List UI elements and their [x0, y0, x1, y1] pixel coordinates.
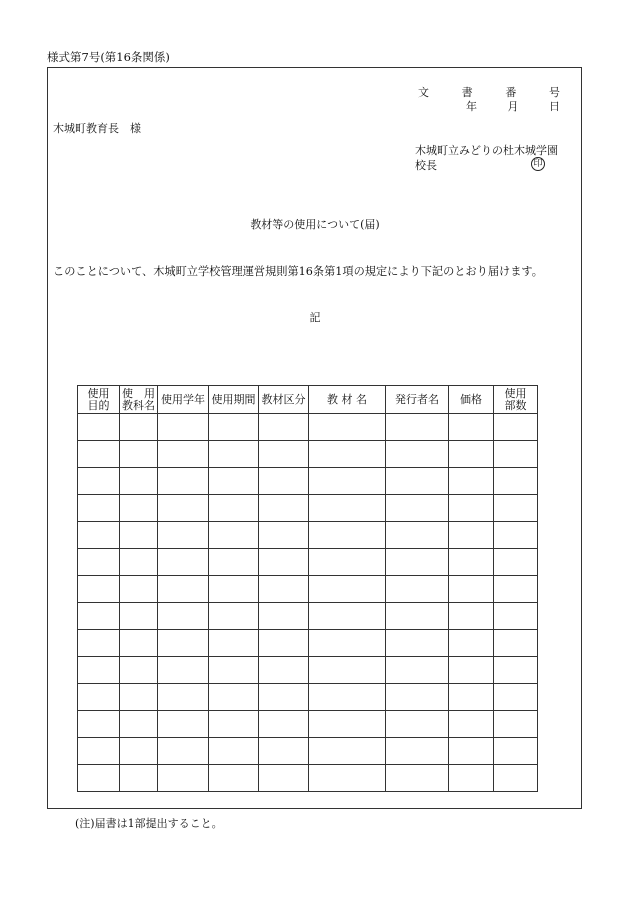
table-cell[interactable]: [386, 495, 449, 522]
table-cell[interactable]: [209, 576, 259, 603]
table-cell[interactable]: [386, 441, 449, 468]
table-row: [78, 576, 538, 603]
table-cell[interactable]: [309, 522, 386, 549]
table-row: [78, 468, 538, 495]
table-cell[interactable]: [209, 657, 259, 684]
table-cell[interactable]: [449, 441, 494, 468]
table-row: [78, 684, 538, 711]
table-cell[interactable]: [259, 495, 309, 522]
document-number-char: 書: [461, 86, 473, 99]
column-header: [78, 386, 120, 414]
column-header-text: 教 材 名: [327, 392, 367, 406]
table-cell[interactable]: [120, 630, 158, 657]
table-cell[interactable]: [309, 630, 386, 657]
table-cell[interactable]: [309, 684, 386, 711]
table-cell[interactable]: [78, 576, 120, 603]
table-cell[interactable]: [309, 711, 386, 738]
material-table: [77, 385, 538, 792]
table-cell[interactable]: [78, 414, 120, 441]
table-cell[interactable]: [309, 738, 386, 765]
table-cell[interactable]: [158, 738, 209, 765]
table-cell[interactable]: [78, 549, 120, 576]
table-cell[interactable]: [259, 630, 309, 657]
table-cell[interactable]: [386, 711, 449, 738]
table-cell[interactable]: [449, 630, 494, 657]
column-header: [386, 386, 449, 414]
table-cell[interactable]: [494, 711, 538, 738]
column-header-text: 使 用: [122, 386, 155, 400]
table-cell[interactable]: [494, 576, 538, 603]
table-cell[interactable]: [494, 738, 538, 765]
table-cell[interactable]: [386, 738, 449, 765]
table-cell[interactable]: [209, 765, 259, 792]
table-row: [78, 603, 538, 630]
table-cell[interactable]: [158, 657, 209, 684]
table-cell[interactable]: [449, 738, 494, 765]
table-cell[interactable]: [309, 441, 386, 468]
table-cell[interactable]: [120, 765, 158, 792]
table-cell[interactable]: [449, 522, 494, 549]
table-cell[interactable]: [259, 576, 309, 603]
table-cell[interactable]: [494, 630, 538, 657]
table-cell[interactable]: [120, 657, 158, 684]
table-cell[interactable]: [209, 738, 259, 765]
table-cell[interactable]: [158, 603, 209, 630]
table-cell[interactable]: [259, 468, 309, 495]
table-cell[interactable]: [78, 603, 120, 630]
table-cell[interactable]: [494, 495, 538, 522]
table-cell[interactable]: [449, 603, 494, 630]
table-cell[interactable]: [494, 468, 538, 495]
table-cell[interactable]: [209, 603, 259, 630]
table-row: [78, 549, 538, 576]
column-header: [158, 386, 209, 414]
table-cell[interactable]: [158, 441, 209, 468]
table-row: [78, 630, 538, 657]
column-header-text: 使用: [504, 386, 527, 400]
table-cell[interactable]: [158, 522, 209, 549]
table-row: [78, 657, 538, 684]
table-cell[interactable]: [120, 603, 158, 630]
table-row: [78, 414, 538, 441]
date-field: [466, 98, 560, 114]
table-cell[interactable]: [309, 549, 386, 576]
table-row: [78, 495, 538, 522]
table-cell[interactable]: [120, 684, 158, 711]
table-cell[interactable]: [120, 414, 158, 441]
table-cell[interactable]: [494, 549, 538, 576]
table-cell[interactable]: [78, 441, 120, 468]
table-cell[interactable]: [386, 684, 449, 711]
table-cell[interactable]: [259, 549, 309, 576]
table-cell[interactable]: [309, 414, 386, 441]
table-cell[interactable]: [449, 711, 494, 738]
table-cell[interactable]: [158, 684, 209, 711]
table-cell[interactable]: [494, 765, 538, 792]
table-cell[interactable]: [259, 738, 309, 765]
table-cell[interactable]: [309, 603, 386, 630]
table-cell[interactable]: [158, 549, 209, 576]
table-cell[interactable]: [386, 657, 449, 684]
table-cell[interactable]: [494, 657, 538, 684]
table-cell[interactable]: [158, 765, 209, 792]
table-cell[interactable]: [259, 441, 309, 468]
table-cell[interactable]: [494, 522, 538, 549]
sender-school: 木城町立みどりの杜木城学園: [415, 144, 558, 157]
table-cell[interactable]: [449, 576, 494, 603]
table-cell[interactable]: [209, 495, 259, 522]
column-header: [494, 386, 538, 414]
table-cell[interactable]: [120, 576, 158, 603]
addressee: 木城町教育長 様: [53, 122, 141, 135]
table-cell[interactable]: [158, 414, 209, 441]
table-header-row: [78, 386, 538, 414]
table-cell[interactable]: [120, 522, 158, 549]
table-cell[interactable]: [386, 630, 449, 657]
table-cell[interactable]: [120, 711, 158, 738]
column-header-text: 発行者名: [395, 392, 439, 406]
table-cell[interactable]: [259, 765, 309, 792]
table-cell[interactable]: [120, 468, 158, 495]
table-cell[interactable]: [259, 414, 309, 441]
table-cell[interactable]: [449, 414, 494, 441]
table-cell[interactable]: [78, 765, 120, 792]
table-cell[interactable]: [449, 657, 494, 684]
table-cell[interactable]: [449, 468, 494, 495]
column-header-text: 部数: [504, 398, 527, 412]
table-cell[interactable]: [209, 468, 259, 495]
column-header: [449, 386, 494, 414]
table-row: [78, 441, 538, 468]
column-header: [120, 386, 158, 414]
table-cell[interactable]: [386, 549, 449, 576]
table-row: [78, 765, 538, 792]
footnote: (注)届書は1部提出すること。: [75, 817, 223, 830]
table-cell[interactable]: [209, 441, 259, 468]
table-cell[interactable]: [386, 468, 449, 495]
table-cell[interactable]: [309, 576, 386, 603]
column-header: [209, 386, 259, 414]
table-cell[interactable]: [158, 495, 209, 522]
document-number-char: 番: [505, 86, 517, 99]
table-cell[interactable]: [158, 468, 209, 495]
table-cell[interactable]: [259, 522, 309, 549]
document-title: 教材等の使用について(届): [250, 218, 380, 231]
column-header-text: 教材区分: [261, 392, 306, 406]
column-header: [309, 386, 386, 414]
table-row: [78, 738, 538, 765]
table-cell[interactable]: [386, 414, 449, 441]
body-text: このことについて、木城町立学校管理運営規則第16条第1項の規定により下記のとおり届けます。: [53, 265, 543, 278]
column-header-text: 使用期間: [211, 392, 256, 406]
table-cell[interactable]: [309, 468, 386, 495]
table-cell[interactable]: [158, 711, 209, 738]
table-cell[interactable]: [158, 630, 209, 657]
table-cell[interactable]: [209, 711, 259, 738]
seal-mark: 印: [531, 157, 545, 171]
table-cell[interactable]: [78, 522, 120, 549]
column-header-text: 目的: [87, 398, 110, 412]
table-cell[interactable]: [78, 495, 120, 522]
document-number-char: 文: [418, 86, 429, 99]
sender-title: 校長: [415, 159, 437, 172]
column-header-text: 価格: [460, 392, 482, 406]
table-cell[interactable]: [209, 549, 259, 576]
table-cell[interactable]: [494, 441, 538, 468]
table-cell[interactable]: [120, 441, 158, 468]
table-cell[interactable]: [386, 576, 449, 603]
table-row: [78, 711, 538, 738]
column-header-text: 使用: [87, 386, 110, 400]
table-cell[interactable]: [449, 684, 494, 711]
table-cell[interactable]: [120, 549, 158, 576]
table-cell[interactable]: [158, 576, 209, 603]
table-cell[interactable]: [449, 765, 494, 792]
table-cell[interactable]: [309, 495, 386, 522]
table-cell[interactable]: [449, 495, 494, 522]
table-cell[interactable]: [78, 738, 120, 765]
date-day-label: 日: [549, 100, 560, 113]
table-cell[interactable]: [259, 711, 309, 738]
document-number-char: 号: [548, 86, 560, 99]
form-label: 様式第7号(第16条関係): [47, 50, 170, 64]
table-cell[interactable]: [209, 684, 259, 711]
table-cell[interactable]: [209, 522, 259, 549]
table-cell[interactable]: [259, 657, 309, 684]
table-cell[interactable]: [309, 657, 386, 684]
date-month-label: 月: [507, 100, 519, 113]
table-cell[interactable]: [120, 495, 158, 522]
table-cell[interactable]: [494, 684, 538, 711]
table-cell[interactable]: [209, 630, 259, 657]
table-cell[interactable]: [78, 711, 120, 738]
date-year-label: 年: [466, 100, 477, 113]
table-cell[interactable]: [120, 738, 158, 765]
table-cell[interactable]: [209, 414, 259, 441]
table-cell[interactable]: [78, 630, 120, 657]
table-cell[interactable]: [259, 603, 309, 630]
table-cell[interactable]: [386, 765, 449, 792]
ki-heading: 記: [309, 311, 321, 324]
table-cell[interactable]: [259, 684, 309, 711]
table-cell[interactable]: [78, 468, 120, 495]
column-header-text: 使用学年: [161, 392, 205, 406]
table-cell[interactable]: [78, 657, 120, 684]
column-header-text: 教科名: [122, 398, 155, 412]
table-cell[interactable]: [386, 522, 449, 549]
table-cell[interactable]: [78, 684, 120, 711]
table-cell[interactable]: [494, 414, 538, 441]
table-row: [78, 522, 538, 549]
table-cell[interactable]: [449, 549, 494, 576]
table-cell[interactable]: [494, 603, 538, 630]
table-cell[interactable]: [309, 765, 386, 792]
column-header: [259, 386, 309, 414]
table-cell[interactable]: [386, 603, 449, 630]
